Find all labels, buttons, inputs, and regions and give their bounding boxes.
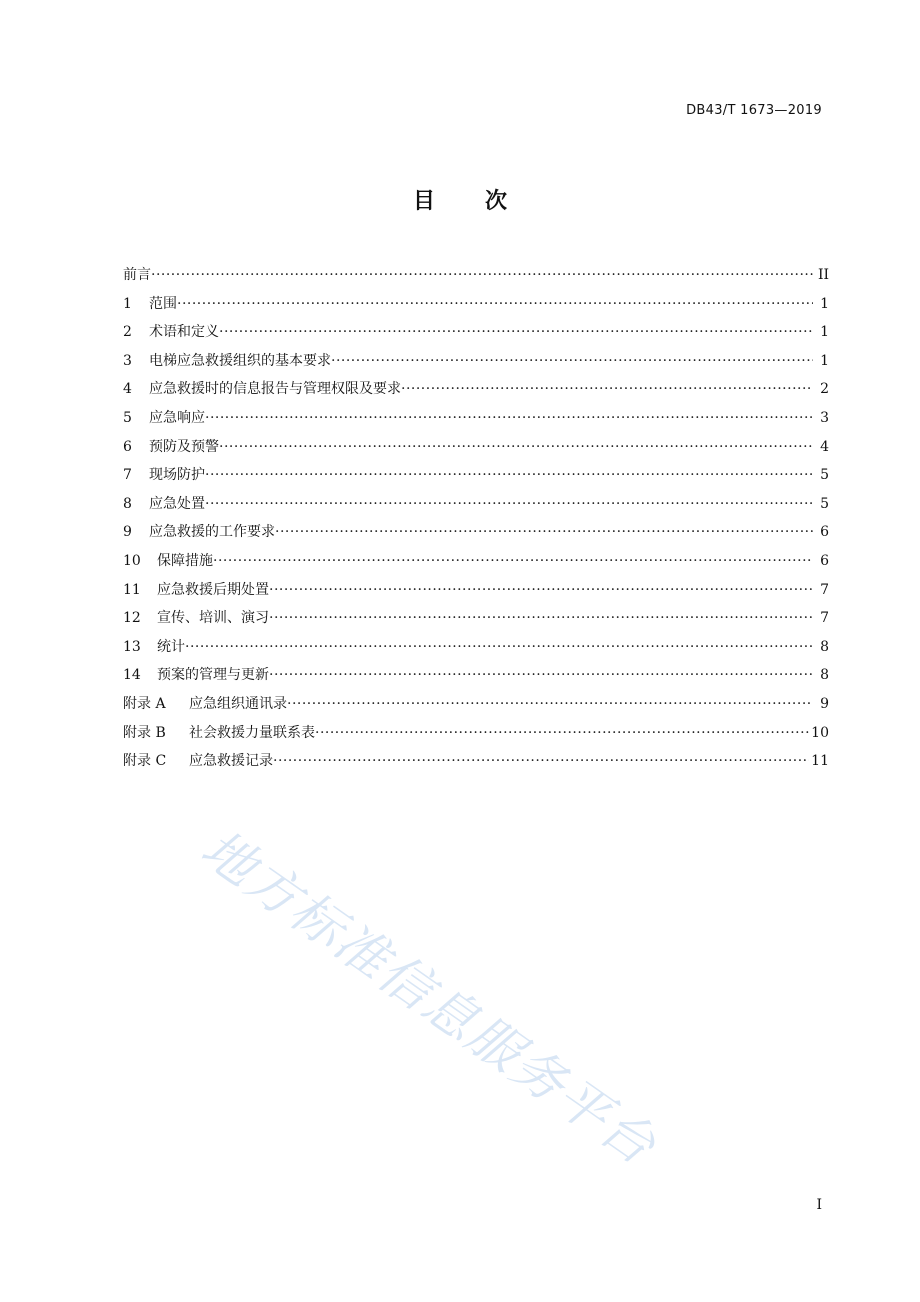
page-title	[0, 184, 920, 215]
toc-entry-page: 1	[820, 352, 829, 369]
toc-entry-label: 统计	[157, 638, 185, 655]
toc-entry-number: 11	[123, 581, 141, 598]
toc-entry-page: 7	[820, 610, 829, 627]
toc-entry[interactable]	[123, 261, 829, 290]
toc-leader-dots	[205, 461, 813, 490]
toc-entry[interactable]	[123, 604, 829, 633]
toc-entry-number: 5	[123, 409, 132, 426]
toc-leader-dots	[219, 433, 813, 462]
toc-entry-page: 8	[820, 638, 829, 655]
toc-entry-page: 2	[820, 381, 829, 398]
toc-entry-number: 6	[123, 438, 132, 455]
toc-entry[interactable]	[123, 661, 829, 690]
toc-entry-number: 7	[123, 467, 132, 484]
toc-leader-dots	[177, 290, 813, 319]
toc-leader-dots	[401, 375, 813, 404]
toc-entry-number: 8	[123, 495, 132, 512]
toc-entry[interactable]	[123, 633, 829, 662]
toc-entry-number: 12	[123, 610, 141, 627]
toc-entry[interactable]	[123, 690, 829, 719]
toc-entry-label: 保障措施	[157, 552, 213, 569]
toc-entry-page: 6	[820, 524, 829, 541]
toc-entry-page: 6	[820, 552, 829, 569]
toc-entry-page: II	[817, 267, 829, 283]
toc-leader-dots	[273, 747, 809, 776]
toc-entry-label: 应急处置	[149, 495, 205, 512]
toc-entry-number: 13	[123, 638, 141, 655]
toc-entry-page: 11	[811, 753, 829, 770]
watermark: 地方标准信息服务平台	[190, 818, 667, 1178]
toc-entry-page: 4	[820, 438, 829, 455]
toc-leader-dots	[151, 261, 813, 290]
toc-leader-dots	[269, 661, 813, 690]
title-char-2: 次	[485, 189, 508, 214]
toc-entry-page: 1	[820, 295, 829, 312]
toc-leader-dots	[269, 576, 813, 605]
toc-leader-dots	[185, 633, 813, 662]
toc-entry-number: 9	[123, 524, 132, 541]
toc-entry[interactable]	[123, 347, 829, 376]
toc-entry-label: 术语和定义	[149, 324, 219, 341]
toc-entry-number: 2	[123, 324, 132, 341]
title-char-1: 目	[413, 189, 436, 214]
toc-entry[interactable]	[123, 576, 829, 605]
toc-leader-dots	[315, 719, 809, 748]
toc-entry-label: 宣传、培训、演习	[157, 610, 269, 627]
toc-entry[interactable]	[123, 747, 829, 776]
toc-entry[interactable]	[123, 290, 829, 319]
toc-entry-page: 9	[820, 695, 829, 712]
toc-entry-page: 3	[820, 409, 829, 426]
toc-entry-label: 社会救援力量联系表	[189, 724, 315, 741]
toc-entry-page: 7	[820, 581, 829, 598]
toc-entry[interactable]	[123, 461, 829, 490]
toc-entry-number: 附录 B	[123, 724, 166, 741]
toc-entry-page: 5	[820, 495, 829, 512]
toc-entry-label: 前言	[123, 267, 151, 283]
toc-entry[interactable]	[123, 518, 829, 547]
toc-entry-label: 应急救援时的信息报告与管理权限及要求	[149, 381, 401, 398]
toc-entry-label: 范围	[149, 295, 177, 312]
toc-leader-dots	[269, 604, 813, 633]
toc-entry-page: 1	[820, 324, 829, 341]
toc-entry[interactable]	[123, 375, 829, 404]
toc-entry-page: 8	[820, 667, 829, 684]
toc-entry-number: 14	[123, 667, 141, 684]
toc-leader-dots	[219, 318, 813, 347]
toc-entry-number: 附录 A	[123, 695, 166, 712]
toc-entry[interactable]	[123, 404, 829, 433]
toc-entry-number: 10	[123, 552, 141, 569]
toc-leader-dots	[287, 690, 813, 719]
toc-entry-label: 预案的管理与更新	[157, 667, 269, 684]
toc-entry-number: 4	[123, 381, 132, 398]
toc-entry-label: 应急救援的工作要求	[149, 524, 275, 541]
toc-leader-dots	[205, 404, 813, 433]
toc-entry-label: 应急救援后期处置	[157, 581, 269, 598]
toc-leader-dots	[205, 490, 813, 519]
toc-entry[interactable]	[123, 433, 829, 462]
toc-leader-dots	[213, 547, 813, 576]
toc-entry-number: 附录 C	[123, 753, 167, 770]
toc-entry-page: 10	[811, 724, 829, 741]
toc-entry[interactable]	[123, 547, 829, 576]
toc-entry-number: 1	[123, 295, 132, 312]
toc-entry[interactable]	[123, 490, 829, 519]
toc-entry-number: 3	[123, 352, 132, 369]
page-number: I	[816, 1197, 822, 1213]
toc-entry-label: 应急救援记录	[189, 753, 273, 770]
toc-entry-label: 预防及预警	[149, 438, 219, 455]
toc-entry-label: 现场防护	[149, 467, 205, 484]
toc-entry-label: 电梯应急救援组织的基本要求	[149, 352, 331, 369]
toc-entry-page: 5	[820, 467, 829, 484]
table-of-contents	[123, 261, 829, 776]
toc-entry[interactable]	[123, 719, 829, 748]
toc-entry-label: 应急响应	[149, 409, 205, 426]
toc-entry-label: 应急组织通讯录	[189, 695, 287, 712]
toc-leader-dots	[331, 347, 813, 376]
toc-leader-dots	[275, 518, 813, 547]
toc-entry[interactable]	[123, 318, 829, 347]
document-code: DB43/T 1673—2019	[686, 103, 822, 118]
